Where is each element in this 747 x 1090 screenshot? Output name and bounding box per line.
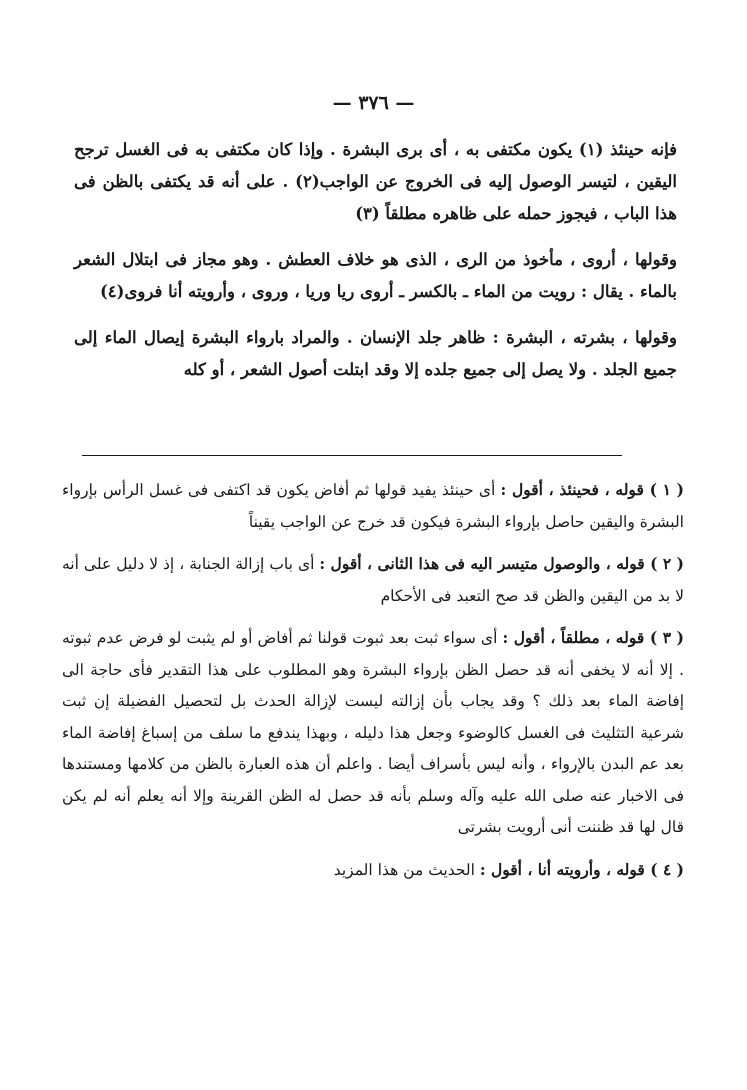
footnote-separator — [82, 455, 622, 456]
body-paragraph: فإنه حينئذ (١) يكون مكتفى به ، أى برى البشرة . وإذا كان مكتفى به فى الغسل ترجح اليقين ، لتيسر الوصول إليه فى الخروج عن الواجب(٢) . على أنه قد يكتفى بالظن فى هذا الباب ، فيجوز حمله على ظاهره مطلقاً (٣) — [74, 140, 677, 223]
footnote-heading: ( ٢ ) قوله ، والوصول متيسر اليه فى هذا الثانى ، أقول : — [319, 554, 685, 573]
footnote — [62, 622, 684, 844]
body-paragraph: وقولها ، بشرته ، البشرة : ظاهر جلد الإنسان . والمراد بارواء البشرة إيصال الماء إلى جميع الجلد . ولا يصل إلى جميع جلده إلا وقد ابتلت أصول الشعر ، أو كله — [74, 328, 677, 379]
footnote-text: أى باب إزالة الجنابة ، إذ لا دليل على أنه لا بد من اليقين والظن قد صح التعبد فى الأحكام — [62, 555, 684, 605]
footnote-heading: ( ٣ ) قوله ، مطلقاً ، أقول : — [502, 628, 684, 647]
footnotes — [62, 474, 684, 896]
page-number: — ٣٧٦ — — [332, 92, 415, 114]
footnote-heading: ( ٤ ) قوله ، وأرويته أنا ، أقول : — [479, 859, 684, 879]
footnote-text: الحديث من هذا المزيد — [333, 860, 475, 879]
body-paragraph: وقولها ، أروى ، مأخوذ من الرى ، الذى هو خلاف العطش . وهو مجاز فى ابتلال الشعر بالماء . يقال : رويت من الماء ـ بالكسر ـ أروى ريا وريا ، وروى ، وأرويته أنا فروى(٤) — [74, 250, 677, 301]
footnote — [62, 474, 684, 538]
footnote-text: أى سواء ثبت بعد ثبوت قولنا ثم أفاض أو لم يثبت لو فرض عدم ثبوته . إلا أنه لا يخفى أنه قد حصل الظن بإرواء البشرة وهو المطلوب على هذا التقدير فأى حاجة الى إفاضة الماء بعد ذلك ؟ وقد يجاب بأن إزالته ليست لإزالة الحدث بل لتحصيل الفضيلة إن ثبت شرعية التثليث فى الغسل كالوضوء وجعل هذا دليله ، وبهذا يندفع ما سلف من إسباغ إفاضة الماء بعد عم البدن بالإرواء ، وأنه ليس بأسراف أيضا . واعلم أن هذه العبارة بالظن من كلامها ومستندها فى الاخبار عنه صلى الله عليه وآله وسلم بأنه قد حصل له الظن القرينة وإلا أنه يعلم أنه لم يكن قال لها قد ظننت أنى أرويت بشرتى — [62, 629, 684, 836]
footnote — [62, 548, 684, 612]
footnote-heading: ( ١ ) قوله ، فحينئذ ، أقول : — [500, 480, 685, 499]
footnote-text: أى حينئذ يفيد قولها ثم أفاض يكون قد اكتفى فى غسل الرأس بإرواء البشرة واليقين حاصل بإرواء البشرة فيكون قد خرج عن الواجب يقيناً — [62, 481, 684, 531]
footnote — [62, 854, 684, 887]
main-text — [74, 134, 677, 400]
